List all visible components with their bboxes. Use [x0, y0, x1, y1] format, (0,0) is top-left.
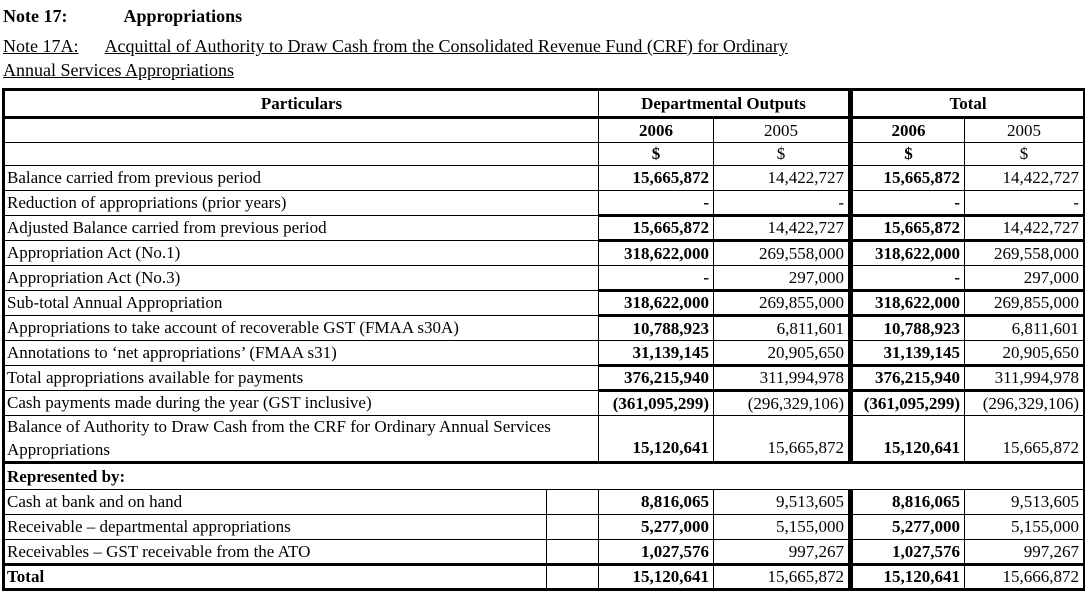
value-cell: (296,329,106) — [714, 391, 851, 416]
value-cell: - — [599, 266, 714, 291]
value-cell: 10,788,923 — [599, 316, 714, 341]
value-cell: 10,788,923 — [851, 316, 965, 341]
table-row — [4, 191, 1085, 216]
value-cell: 9,513,605 — [965, 490, 1085, 515]
note-title-text: Appropriations — [123, 6, 243, 26]
value-cell: 15,120,641 — [599, 565, 714, 590]
value-cell: 318,622,000 — [599, 291, 714, 316]
note-subtitle-text: Acquittal of Authority to Draw Cash from the Consolidated Revenue Fund (CRF) for Ordinary — [104, 36, 788, 56]
row-label: Appropriation Act (No.1) — [4, 241, 599, 266]
header-year-2005-dept: 2005 — [714, 118, 851, 143]
header-year-2006-total: 2006 — [851, 118, 965, 143]
value-cell: 376,215,940 — [599, 366, 714, 391]
value-cell: 15,665,872 — [851, 216, 965, 241]
row-label: Appropriation Act (No.3) — [4, 266, 599, 291]
value-cell: 14,422,727 — [714, 166, 851, 191]
value-cell: 997,267 — [714, 540, 851, 565]
table-row — [4, 241, 1085, 266]
table-header-currency — [4, 143, 1085, 166]
row-label: Cash at bank and on hand — [4, 490, 547, 515]
value-cell: 15,665,872 — [599, 166, 714, 191]
empty-cell — [4, 118, 599, 143]
table-row — [4, 391, 1085, 416]
value-cell: 15,120,641 — [599, 416, 714, 463]
value-cell: 20,905,650 — [965, 341, 1085, 366]
value-cell: 5,277,000 — [599, 515, 714, 540]
value-cell: 318,622,000 — [851, 241, 965, 266]
value-cell: 14,422,727 — [965, 216, 1085, 241]
table-row — [4, 515, 1085, 540]
row-label: Balance of Authority to Draw Cash from the CRF for Ordinary Annual Services Appropriations — [4, 416, 599, 463]
row-label: Sub-total Annual Appropriation — [4, 291, 599, 316]
value-cell: - — [851, 191, 965, 216]
table-row — [4, 366, 1085, 391]
note-subtitle-label: Note 17A: — [3, 36, 79, 56]
table-header-years — [4, 118, 1085, 143]
value-cell: 269,558,000 — [965, 241, 1085, 266]
value-cell: 297,000 — [965, 266, 1085, 291]
value-cell: 5,155,000 — [714, 515, 851, 540]
table-row — [4, 216, 1085, 241]
row-label: Receivables – GST receivable from the ATO — [4, 540, 547, 565]
value-cell: 8,816,065 — [851, 490, 965, 515]
table-header-groups — [4, 90, 1085, 118]
table-row — [4, 266, 1085, 291]
value-cell: 15,665,872 — [714, 416, 851, 463]
row-label: Total — [4, 565, 547, 590]
table-row — [4, 341, 1085, 366]
value-cell: 5,155,000 — [965, 515, 1085, 540]
row-label: Cash payments made during the year (GST inclusive) — [4, 391, 599, 416]
value-cell: 311,994,978 — [714, 366, 851, 391]
spacer-cell — [547, 515, 599, 540]
table-row — [4, 540, 1085, 565]
value-cell: 14,422,727 — [714, 216, 851, 241]
value-cell: 31,139,145 — [599, 341, 714, 366]
value-cell: - — [851, 266, 965, 291]
value-cell: 311,994,978 — [965, 366, 1085, 391]
header-total: Total — [851, 90, 1085, 118]
value-cell: - — [965, 191, 1085, 216]
note-title — [3, 6, 1085, 27]
value-cell: 15,120,641 — [851, 416, 965, 463]
value-cell: 1,027,576 — [851, 540, 965, 565]
row-label: Adjusted Balance carried from previous period — [4, 216, 599, 241]
currency-symbol: $ — [599, 143, 714, 166]
section-label: Represented by: — [4, 463, 1085, 490]
spacer-cell — [547, 540, 599, 565]
spacer-cell — [547, 490, 599, 515]
table-row — [4, 490, 1085, 515]
table-row-total — [4, 565, 1085, 590]
header-particulars: Particulars — [4, 90, 599, 118]
header-departmental-outputs: Departmental Outputs — [599, 90, 851, 118]
currency-symbol: $ — [851, 143, 965, 166]
currency-symbol: $ — [965, 143, 1085, 166]
value-cell: 1,027,576 — [599, 540, 714, 565]
table-row — [4, 291, 1085, 316]
value-cell: (361,095,299) — [599, 391, 714, 416]
value-cell: 15,666,872 — [965, 565, 1085, 590]
value-cell: 20,905,650 — [714, 341, 851, 366]
value-cell: 15,665,872 — [599, 216, 714, 241]
value-cell: 318,622,000 — [851, 291, 965, 316]
header-year-2005-total: 2005 — [965, 118, 1085, 143]
note-subtitle — [3, 36, 1085, 57]
row-label: Balance carried from previous period — [4, 166, 599, 191]
appropriations-table — [2, 88, 1085, 591]
value-cell: 376,215,940 — [851, 366, 965, 391]
value-cell: 5,277,000 — [851, 515, 965, 540]
value-cell: - — [599, 191, 714, 216]
spacer-cell — [547, 565, 599, 590]
row-label: Receivable – departmental appropriations — [4, 515, 547, 540]
value-cell: 269,558,000 — [714, 241, 851, 266]
row-label: Appropriations to take account of recoverable GST (FMAA s30A) — [4, 316, 599, 341]
value-cell: - — [714, 191, 851, 216]
value-cell: 318,622,000 — [599, 241, 714, 266]
document-header — [0, 0, 1085, 81]
table-row — [4, 416, 1085, 463]
value-cell: 15,665,872 — [714, 565, 851, 590]
value-cell: 6,811,601 — [714, 316, 851, 341]
value-cell: 14,422,727 — [965, 166, 1085, 191]
row-label: Total appropriations available for payments — [4, 366, 599, 391]
value-cell: 9,513,605 — [714, 490, 851, 515]
note-title-label: Note 17: — [3, 6, 68, 26]
value-cell: 15,665,872 — [851, 166, 965, 191]
value-cell: 6,811,601 — [965, 316, 1085, 341]
table-row — [4, 316, 1085, 341]
header-year-2006-dept: 2006 — [599, 118, 714, 143]
currency-symbol: $ — [714, 143, 851, 166]
value-cell: 269,855,000 — [714, 291, 851, 316]
value-cell: 8,816,065 — [599, 490, 714, 515]
note-subtitle-line2: Annual Services Appropriations — [3, 60, 234, 80]
row-label: Reduction of appropriations (prior years) — [4, 191, 599, 216]
value-cell: 297,000 — [714, 266, 851, 291]
value-cell: (361,095,299) — [851, 391, 965, 416]
value-cell: 15,120,641 — [851, 565, 965, 590]
value-cell: 269,855,000 — [965, 291, 1085, 316]
table-row — [4, 166, 1085, 191]
value-cell: (296,329,106) — [965, 391, 1085, 416]
value-cell: 997,267 — [965, 540, 1085, 565]
row-label: Annotations to ‘net appropriations’ (FMAA s31) — [4, 341, 599, 366]
value-cell: 31,139,145 — [851, 341, 965, 366]
empty-cell — [4, 143, 599, 166]
value-cell: 15,665,872 — [965, 416, 1085, 463]
section-row-represented-by — [4, 463, 1085, 490]
